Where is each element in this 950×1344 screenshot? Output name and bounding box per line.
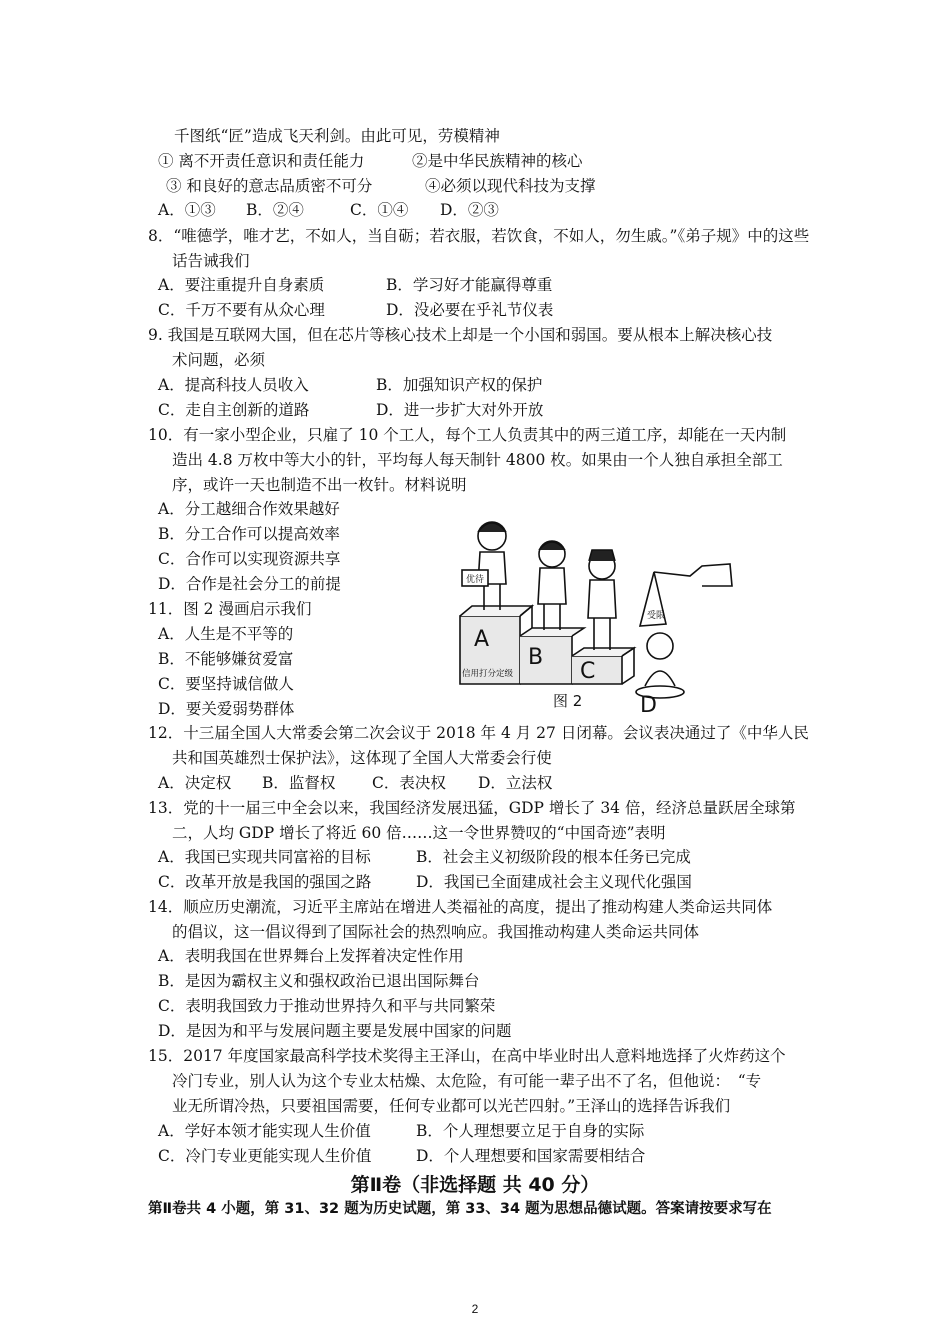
q10-option-a: A．分工越细合作效果越好	[158, 500, 340, 518]
q9-option-a: A．提高科技人员收入	[158, 376, 309, 394]
q8-option-a: A．要注重提升自身素质	[158, 276, 325, 294]
q7-option-d: D．②③	[440, 201, 499, 219]
q14-option-b: B．是因为霸权主义和强权政治已退出国际舞台	[158, 972, 480, 990]
q11-option-b: B．不能够嫌贫爱富	[158, 650, 294, 668]
q7-statement-4: ④必须以现代科技为支撑	[425, 177, 596, 195]
q12-option-a: A．决定权	[158, 774, 232, 792]
q8-stem-line-2: 话告诫我们	[172, 252, 250, 270]
q15-option-b: B．个人理想要立足于自身的实际	[416, 1122, 645, 1140]
step-a-letter: A	[474, 627, 490, 652]
q11-option-a: A．人生是不平等的	[158, 625, 294, 643]
q14-option-d: D．是因为和平与发展问题主要是发展中国家的问题	[158, 1022, 512, 1040]
q12-option-c: C．表决权	[372, 774, 446, 792]
q11-stem: 11．图 2 漫画启示我们	[148, 600, 312, 618]
q7-stem-continued: 千图纸“匠”造成飞天利剑。由此可见，劳模精神	[174, 127, 500, 145]
figure-caption: 图 2	[553, 692, 583, 710]
step-b-letter: B	[528, 645, 544, 670]
q10-option-c: C．合作可以实现资源共享	[158, 550, 341, 568]
q15-option-a: A．学好本领才能实现人生价值	[158, 1122, 371, 1140]
q8-option-d: D．没必要在乎礼节仪表	[386, 301, 554, 319]
sign-a-label: 优待	[466, 575, 485, 585]
step-d-letter: D	[640, 693, 657, 716]
q9-option-c: C．走自主创新的道路	[158, 401, 310, 419]
sign-d-label: 受限	[647, 611, 666, 621]
q14-stem-line-1: 14．顺应历史潮流，习近平主席站在增进人类福祉的高度，提出了推动构建人类命运共同体	[148, 898, 773, 916]
q14-option-a: A．表明我国在世界舞台上发挥着决定性作用	[158, 947, 464, 965]
figure-2-cartoon	[440, 506, 740, 716]
q14-stem-line-2: 的倡议，这一倡议得到了国际社会的热烈响应。我国推动构建人类命运共同体	[172, 923, 700, 941]
q12-option-d: D．立法权	[478, 774, 553, 792]
q13-option-b: B．社会主义初级阶段的根本任务已完成	[416, 848, 691, 866]
page-number: 2	[471, 1302, 479, 1316]
q14-option-c: C．表明我国致力于推动世界持久和平与共同繁荣	[158, 997, 496, 1015]
q15-stem-line-1: 15．2017 年度国家最高科学技术奖得主王泽山，在高中毕业时出人意料地选择了火炸药这个	[148, 1047, 786, 1065]
q8-stem-line-1: 8．“唯德学，唯才艺，不如人，当自砺；若衣服，若饮食，不如人，勿生戚。”《弟子规》中的这些	[148, 227, 810, 245]
q8-option-c: C．千万不要有从众心理	[158, 301, 325, 319]
q8-option-b: B．学习好才能赢得尊重	[386, 276, 553, 294]
q10-option-d: D．合作是社会分工的前提	[158, 575, 341, 593]
q7-option-c: C．①④	[350, 201, 409, 219]
q12-stem-line-1: 12．十三届全国人大常委会第二次会议于 2018 年 4 月 27 日闭幕。会议表决通过了《中华人民	[148, 724, 809, 742]
step-c-letter: C	[580, 659, 596, 684]
q9-stem-line-1: 9. 我国是互联网大国，但在芯片等核心技术上却是一个小国和弱国。要从根本上解决核心技	[148, 326, 773, 344]
q7-option-b: B．②④	[246, 201, 304, 219]
q10-stem-line-1: 10．有一家小型企业，只雇了 10 个工人，每个工人负责其中的两三道工序，却能在一天内制	[148, 426, 787, 444]
q13-stem-line-2: 二，人均 GDP 增长了将近 60 倍……这一令世界赞叹的“中国奇迹”表明	[172, 824, 666, 842]
q15-stem-line-3: 业无所谓冷热，只要祖国需要，任何专业都可以光芒四射。”王泽山的选择告诉我们	[172, 1097, 731, 1115]
q13-stem-line-1: 13．党的十一届三中全会以来，我国经济发展迅猛，GDP 增长了 34 倍，经济总量跃居全球第	[148, 799, 796, 817]
q7-statement-2: ②是中华民族精神的核心	[412, 152, 583, 170]
q12-stem-line-2: 共和国英雄烈士保护法》，这体现了全国人大常委会行使	[172, 749, 552, 767]
q9-option-d: D．进一步扩大对外开放	[376, 401, 544, 419]
q13-option-d: D．我国已全面建成社会主义现代化强国	[416, 873, 692, 891]
podium-label: 信用打分定级	[462, 669, 514, 679]
q15-stem-line-2: 冷门专业，别人认为这个专业太枯燥、太危险，有可能一辈子出不了名，但他说： “专	[172, 1072, 762, 1090]
section-2-title: 第Ⅱ卷（非选择题 共 40 分）	[350, 1174, 600, 1196]
q9-stem-line-2: 术问题，必须	[172, 351, 266, 369]
q15-option-c: C．冷门专业更能实现人生价值	[158, 1147, 372, 1165]
q10-stem-line-2: 造出 4.8 万枚中等大小的针，平均每人每天制针 4800 枚。如果由一个人独自承担全部工	[172, 451, 783, 469]
q7-statement-1: ① 离不开责任意识和责任能力	[158, 152, 365, 170]
q7-statement-3: ③ 和良好的意志品质密不可分	[166, 177, 373, 195]
q13-option-a: A．我国已实现共同富裕的目标	[158, 848, 371, 866]
q7-option-a: A．①③	[158, 201, 216, 219]
q9-option-b: B．加强知识产权的保护	[376, 376, 543, 394]
q10-option-b: B．分工合作可以提高效率	[158, 525, 340, 543]
q11-option-d: D．要关爱弱势群体	[158, 700, 295, 718]
q11-option-c: C．要坚持诚信做人	[158, 675, 294, 693]
q10-stem-line-3: 序，或许一天也制造不出一枚针。材料说明	[172, 476, 467, 494]
q12-option-b: B．监督权	[262, 774, 336, 792]
q13-option-c: C．改革开放是我国的强国之路	[158, 873, 372, 891]
section-2-instructions: 第Ⅱ卷共 4 小题，第 31、32 题为历史试题，第 33、34 题为思想品德试题。答案请按要求写在	[148, 1201, 772, 1217]
q15-option-d: D．个人理想要和国家需要相结合	[416, 1147, 646, 1165]
